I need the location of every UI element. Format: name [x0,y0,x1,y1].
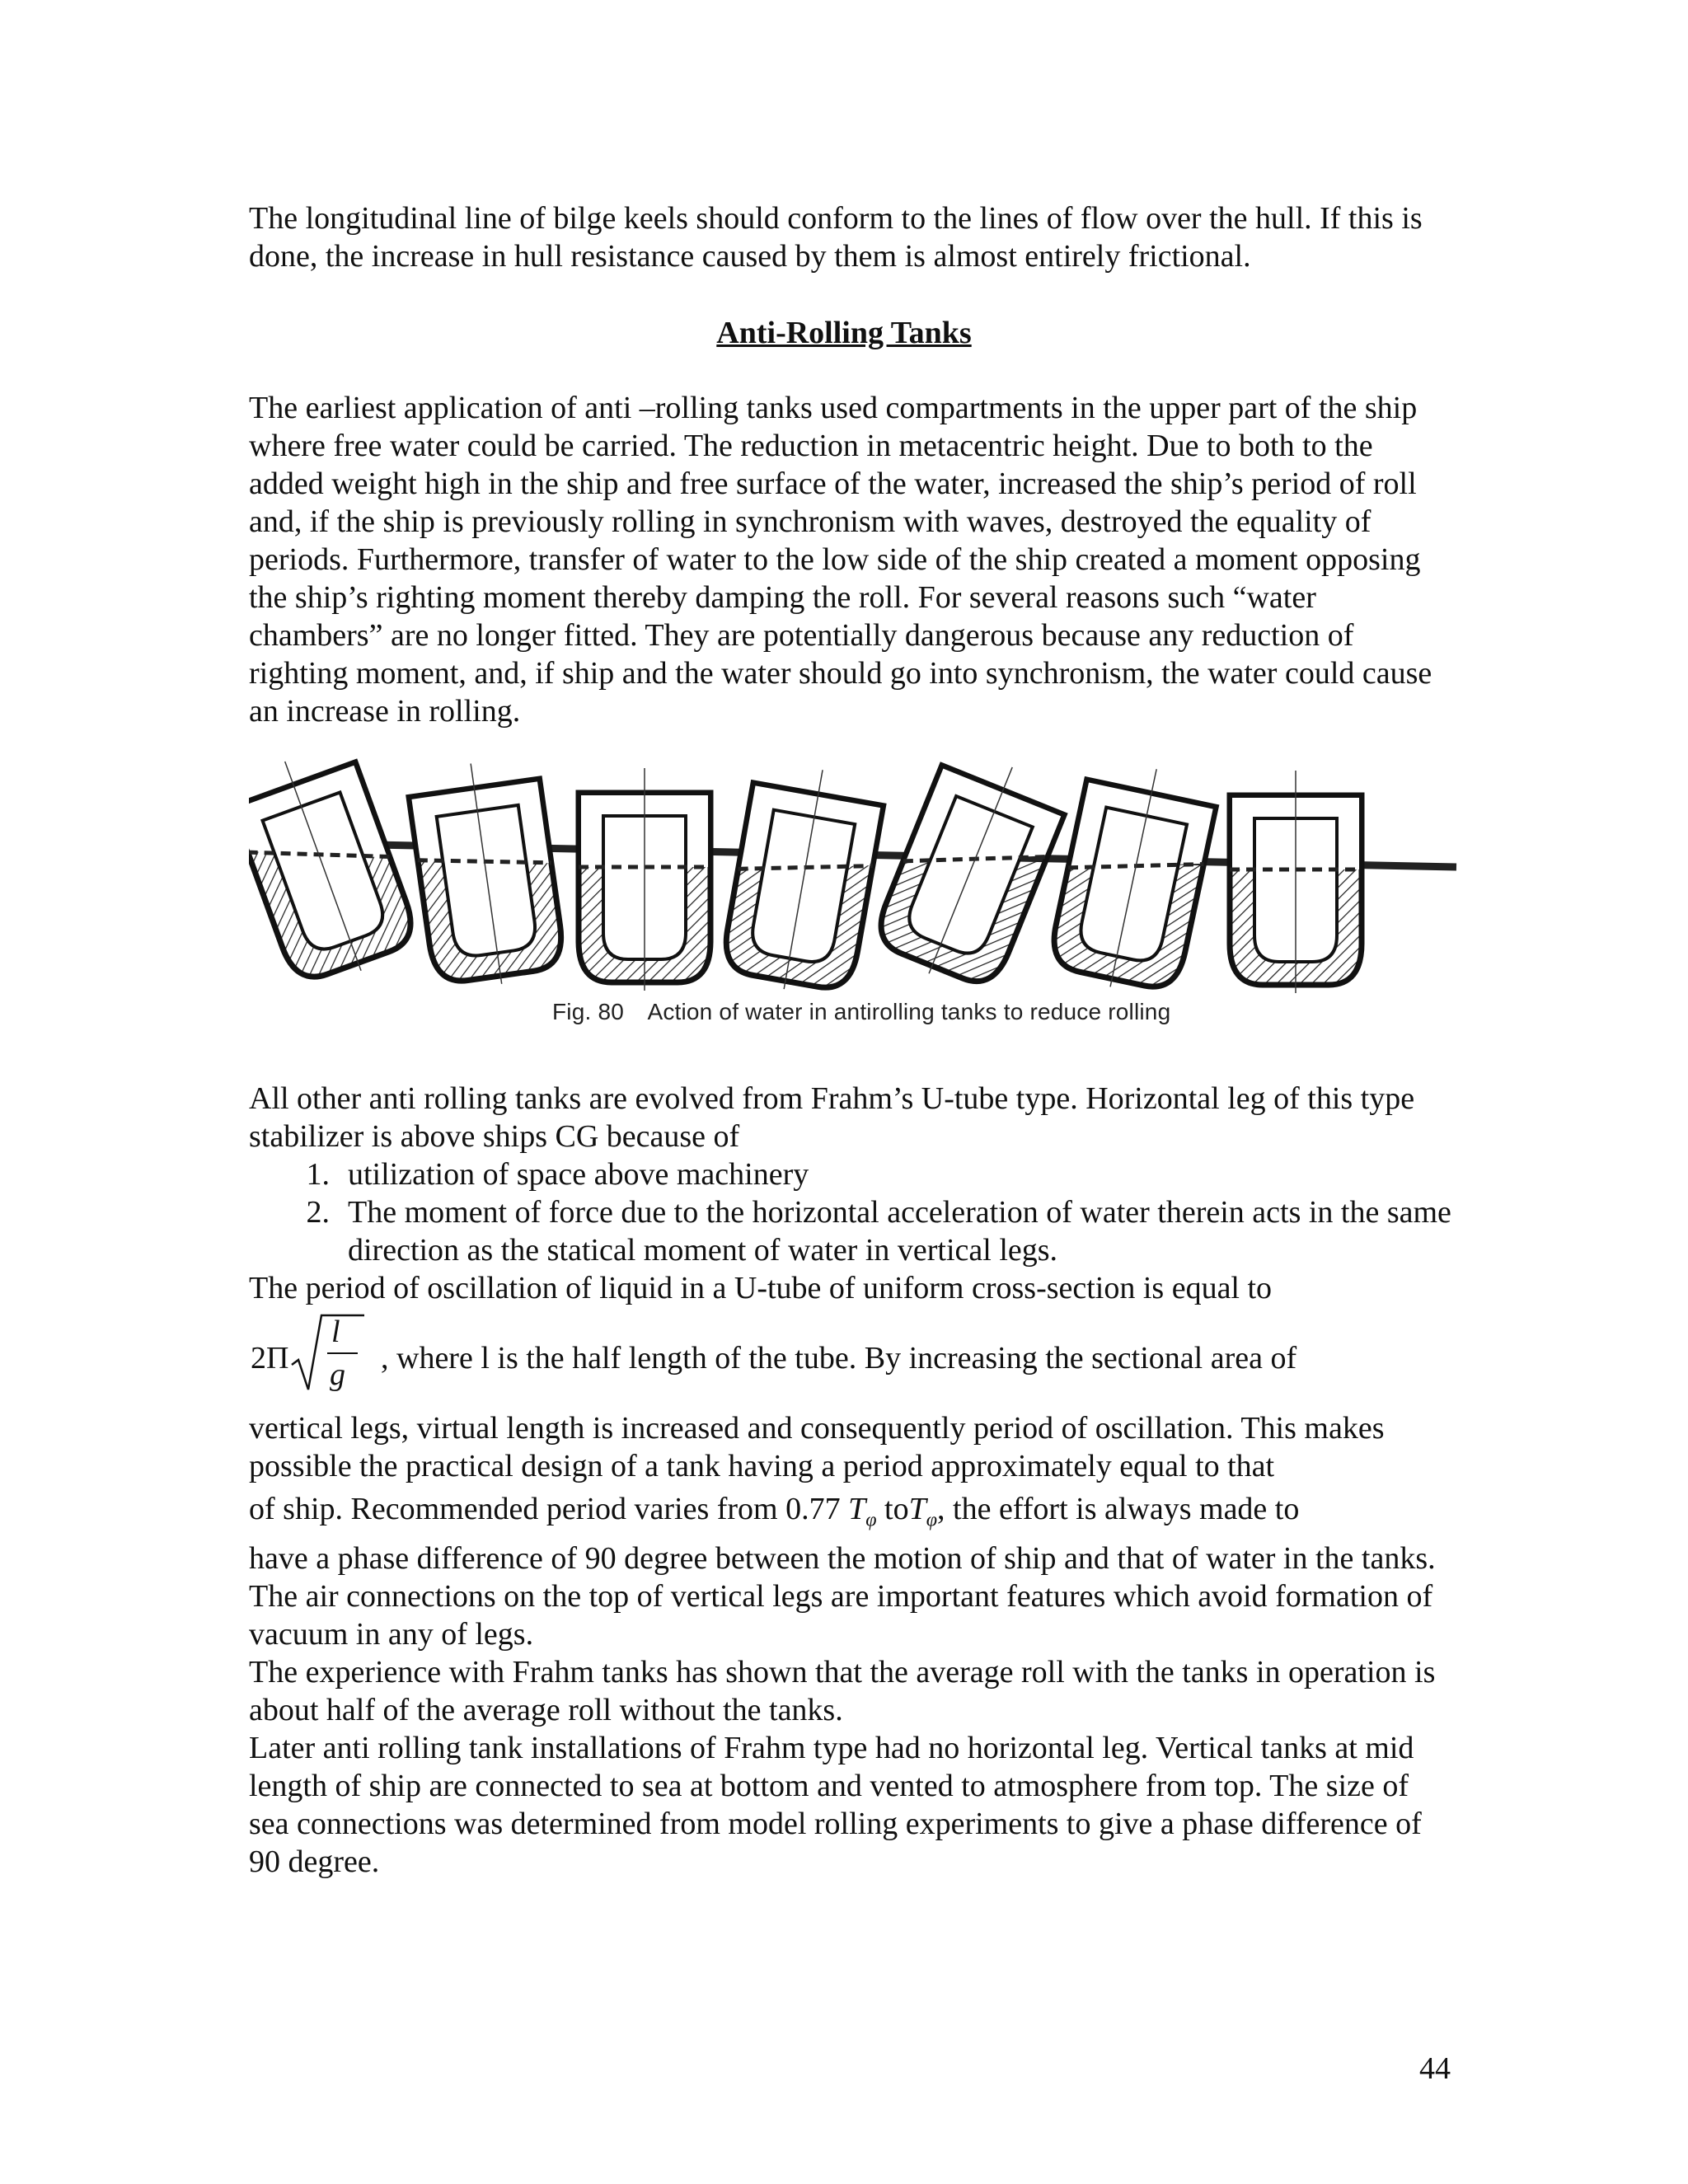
hull-section [1230,771,1362,993]
hull-section [406,754,567,993]
list-item-text: The moment of force due to the horizontal acceleration of water therein acts in the same direction as the statical moment of water in vertical legs. [348,1195,1451,1268]
list-item-number: 1. [306,1157,330,1192]
formula-denominator: g [330,1357,345,1392]
paragraph-bilge-keels: The longitudinal line of bilge keels should conform to the lines of flow over the hull. If this is done, the increase in hull resistance caused by them is almost entirely frictional. [249,201,1423,274]
paragraph-virtual-length: vertical legs, virtual length is increased and consequently period of oscillation. This makes possible the practical design of a tank having a period approximately equal to that [249,1411,1385,1483]
figure-number: Fig. 80 [552,999,624,1024]
period-symbol-2: T [908,1492,926,1526]
figure-caption-text: Action of water in antirolling tanks to reduce rolling [647,999,1171,1024]
list-item-number: 2. [306,1195,330,1230]
paragraph-period-intro: The period of oscillation of liquid in a U-tube of uniform cross-section is equal to [249,1271,1273,1305]
period-subscript: φ [865,1509,877,1531]
sqrt-sign [290,1310,364,1393]
period-line-after: , the effort is always made to [937,1492,1300,1526]
ship-rolling-figure [249,742,1461,1005]
period-subscript-2: φ [926,1509,938,1531]
formula-numerator: l [331,1315,340,1349]
paragraph-later-installations: Later anti rolling tank installations of Frahm type had no horizontal leg. Vertical tanks at mid length of ship are connected to sea at bottom and vented to atmosphere from top. The size of sea connections was determined from model rolling experiments to give a phase difference of 90 degree. [249,1731,1422,1879]
hull-section [579,768,710,991]
hull-section [1046,756,1221,1001]
period-formula [249,1304,1452,1394]
reasons-list [249,1155,1452,1269]
paragraph-phase-difference: have a phase difference of 90 degree between the motion of ship and that of water in the tanks. The air connections on the top of vertical legs are important features which avoid formation of vacuum in any of legs. [249,1541,1436,1652]
hull-section [249,742,423,993]
hull-section [868,743,1073,998]
paragraph-water-chambers: The earliest application of anti –rolling tanks used compartments in the upper part of the ship where free water could be carried. The reduction in metacentric height. Due to both to the added weight high in the ship and free surface of the water, increased the ship’s period of roll and, if the ship is previously rolling in synchronism with waves, destroyed the equality of periods. Furthermore, transfer of water to the low side of the ship created a moment opposing the ship’s righting moment thereby damping the roll. For several reasons such “water chambers” are no longer fitted. They are potentially dangerous because any reduction of righting moment, and, if ship and the water should go into synchronism, the water could cause an increase in rolling. [249,391,1432,729]
formula-prefix: 2Π [251,1341,289,1376]
page-number: 44 [1419,2051,1451,2086]
figure-caption [552,999,1170,1025]
period-line-before: of ship. Recommended period varies from 0.77 [249,1492,849,1526]
paragraph-frahm-intro: All other anti rolling tanks are evolved from Frahm’s U-tube type. Horizontal leg of this type stabilizer is above ships CG because of [249,1081,1415,1154]
period-line-middle: to [876,1492,909,1526]
list-item [249,1155,1452,1193]
list-item [249,1193,1452,1269]
period-symbol: T [848,1492,866,1526]
section-heading: Anti-Rolling Tanks [716,316,972,350]
paragraph-frahm-experience: The experience with Frahm tanks has shown that the average roll with the tanks in operation is about half of the average roll without the tanks. [249,1655,1436,1727]
formula-suffix: , where l is the half length of the tube. By increasing the sectional area of [381,1341,1297,1376]
period-line [249,1490,1452,1540]
list-item-text: utilization of space above machinery [348,1157,809,1192]
hull-section [719,758,887,1001]
